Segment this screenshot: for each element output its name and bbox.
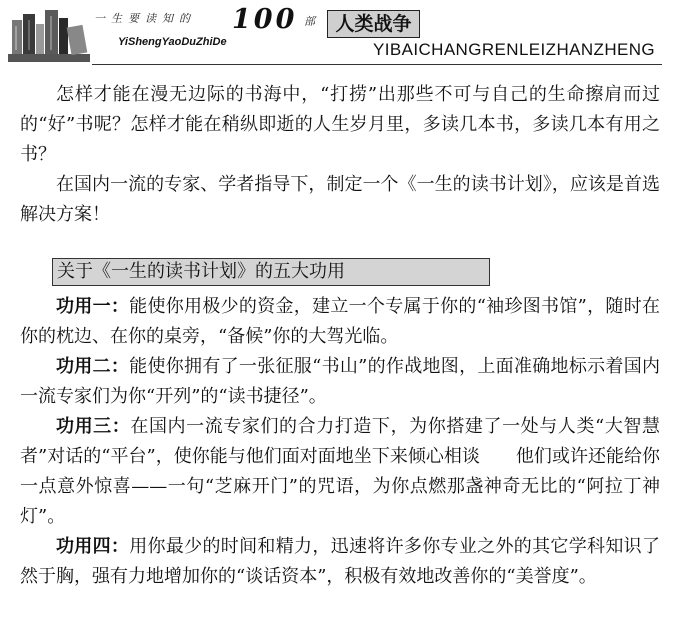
function-text: 能使你拥有了一张征服“书山”的作战地图，上面准确地标示着国内一流专家们为你“开列”的“读书捷径”。	[20, 356, 661, 407]
function-item-1	[20, 292, 660, 352]
header-rule	[92, 64, 662, 65]
cropped-next-line	[20, 608, 660, 625]
function-text: 用你最少的时间和精力，迅速将许多你专业之外的其它学科知识了然于胸，强有力地增加你的“谈话资本”，积极有效地改善你的“美誉度”。	[20, 536, 660, 587]
intro-paragraph-2: 在国内一流的专家、学者指导下，制定一个《一生的读书计划》，应该是首选解决方案！	[20, 174, 660, 225]
page-header	[0, 0, 673, 72]
intro-paragraph-1: 怎样才能在漫无边际的书海中，“打捞”出那些不可与自己的生命擦肩而过的“好”书呢？怎样才能在稍纵即逝的人生岁月里，多读几本书，多读几本有用之书？	[20, 84, 660, 165]
function-label: 功用四：	[56, 536, 130, 557]
function-label: 功用一：	[56, 296, 130, 317]
function-item-3	[20, 412, 660, 532]
books-illustration	[8, 6, 90, 64]
function-item-2	[20, 352, 660, 412]
series-number: 100	[232, 4, 298, 35]
book-title: 人类战争	[327, 10, 420, 38]
function-item-4	[20, 532, 660, 592]
series-suffix: 部	[304, 15, 315, 28]
function-label: 功用三：	[56, 416, 131, 437]
function-text: 能使你用极少的资金，建立一个专属于你的“袖珍图书馆”，随时在你的枕边、在你的桌旁，“备候”你的大驾光临。	[20, 296, 661, 347]
series-pinyin: YiShengYaoDuZhiDe	[118, 36, 227, 48]
series-name: 一生要读知的	[94, 12, 196, 25]
function-label: 功用二：	[56, 356, 130, 377]
book-title-pinyin: YIBAICHANGRENLEIZHANZHENG	[373, 40, 656, 59]
function-text: 在国内一流专家们的合力打造下，为你搭建了一处与人类“大智慧者”对话的“平台”，使你能与他们面对面地坐下来倾心相谈 他们或许还能给你一点意外惊喜——一句“芝麻开门”的咒语，为你点燃那盏神奇无比的“阿拉丁神灯”。	[20, 416, 661, 527]
section-heading: 关于《一生的读书计划》的五大功用	[52, 258, 490, 286]
